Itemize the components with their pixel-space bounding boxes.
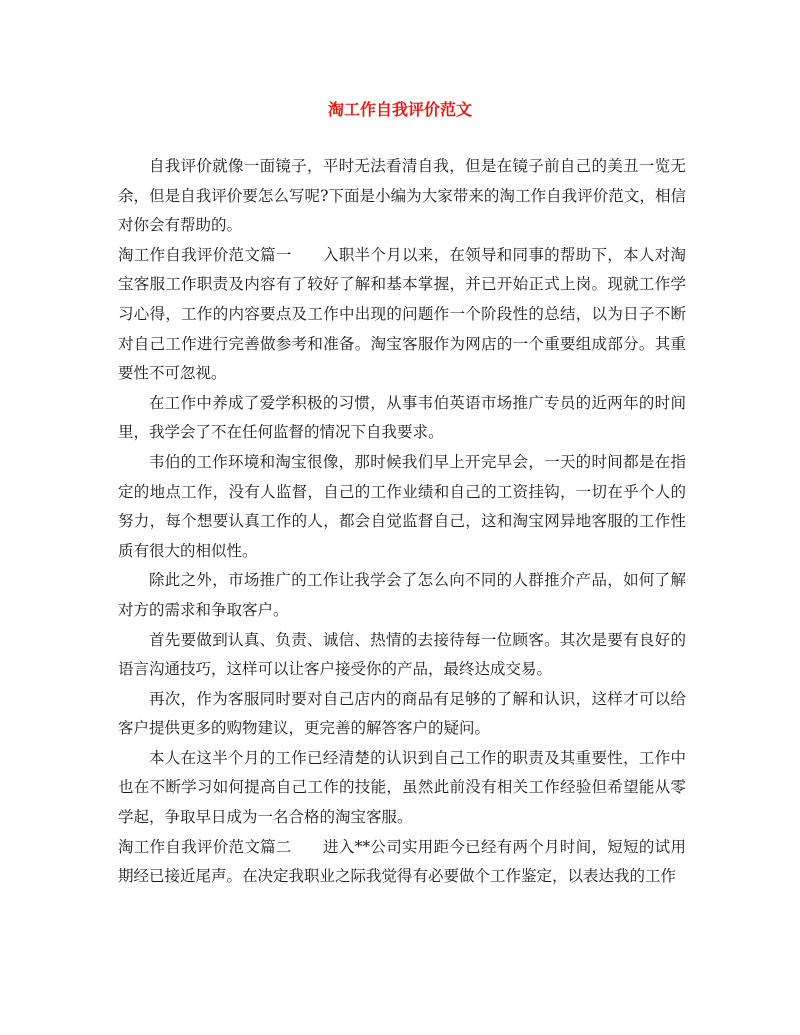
section-1-paragraph-6: 再次，作为客服同时要对自己店内的商品有足够的了解和认识，这样才可以给客户提供更多的购物建议，更完善的解答客户的疑问。 — [118, 689, 686, 738]
section-2-heading: 淘工作自我评价范文篇二 — [118, 837, 292, 856]
section-1-lead: 入职半个月以来，在领导和同事的帮助下，本人对淘宝客服工作职责及内容有了较好了解和基本掌握，并已开始正式上岗。现就工作学习心得，工作的内容要点及工作中出现的问题作一个阶段性的总结，以为日子不断对自己工作进行完善做参考和准备。淘宝客服作为网店的一个重要组成部分。其重要性不可忽视。 — [118, 245, 686, 383]
section-1-paragraph-5: 首先要做到认真、负责、诚信、热情的去接待每一位顾客。其次是要有良好的语言沟通技巧，这样可以让客户接受你的产品，最终达成交易。 — [118, 630, 686, 679]
section-2-lead: 进入**公司实用距今已经有两个月时间，短短的试用期经已接近尾声。在决定我职业之际我觉得有必要做个工作鉴定，以表达我的工作 — [118, 837, 686, 886]
intro-paragraph: 自我评价就像一面镜子，平时无法看清自我，但是在镜子前自己的美丑一览无余，但是自我评价要怎么写呢?下面是小编为大家带来的淘工作自我评价范文，相信对你会有帮助的。 — [118, 157, 686, 235]
section-1-paragraph-3: 韦伯的工作环境和淘宝很像，那时候我们早上开完早会，一天的时间都是在指定的地点工作，没有人监督，自己的工作业绩和自己的工资挂钩，一切在乎个人的努力，每个想要认真工作的人，都会自觉监督自己，这和淘宝网异地客服的工作性质有很大的相似性。 — [118, 452, 686, 560]
section-1-paragraph-2: 在工作中养成了爱学积极的习惯，从事韦伯英语市场推广专员的近两年的时间里，我学会了不在任何监督的情况下自我要求。 — [118, 393, 686, 442]
section-1-paragraph-7: 本人在这半个月的工作已经清楚的认识到自己工作的职责及其重要性，工作中也在不断学习如何提高自己工作的技能，虽然此前没有相关工作经验但希望能从零学起，争取早日成为一名合格的淘宝客服。 — [118, 748, 686, 827]
document-body — [118, 152, 686, 892]
section-1-paragraph — [118, 241, 686, 389]
section-2-paragraph — [118, 833, 686, 892]
section-1-heading: 淘工作自我评价范文篇一 — [118, 245, 292, 264]
document-title: 淘工作自我评价范文 — [327, 100, 472, 119]
section-1-paragraph-4: 除此之外，市场推广的工作让我学会了怎么向不同的人群推介产品，如何了解对方的需求和争取客户。 — [118, 571, 686, 619]
